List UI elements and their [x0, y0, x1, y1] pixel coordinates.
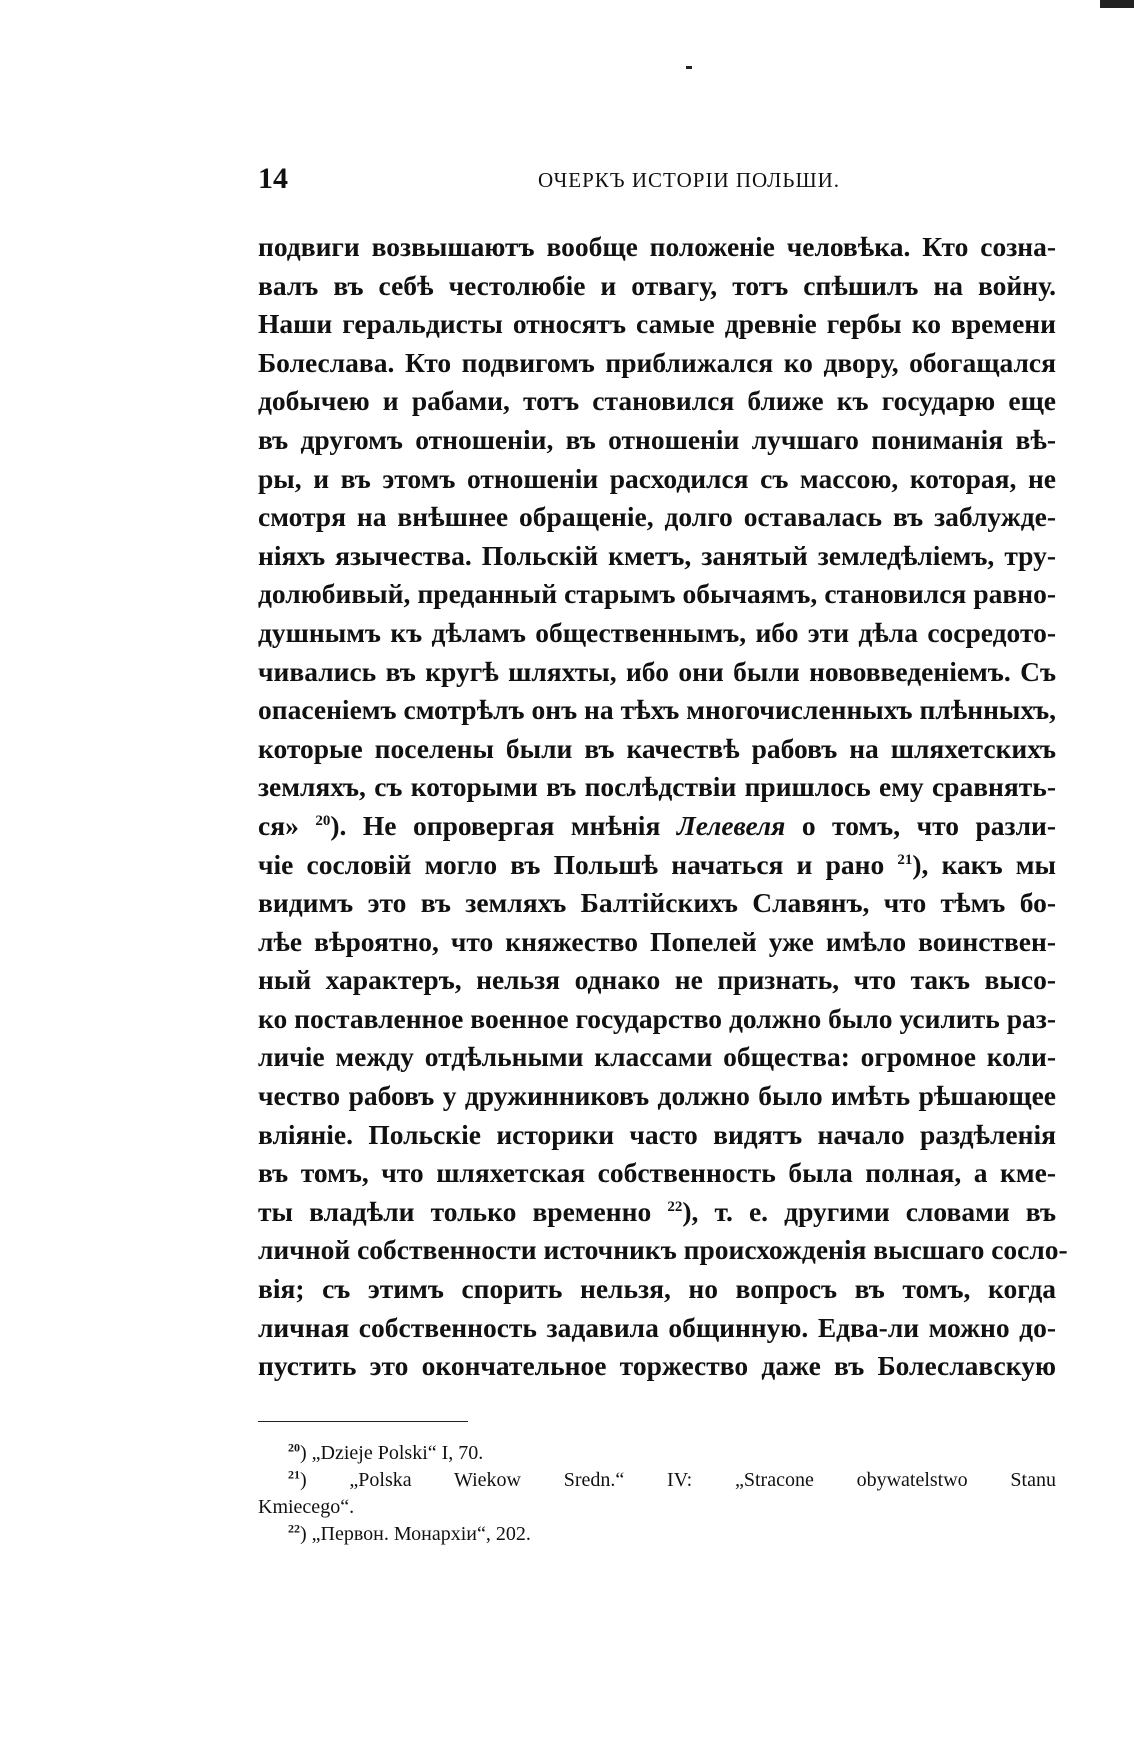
footnote-21: [258, 1467, 1056, 1494]
text-line: валъ въ себѣ честолюбіе и отвагу, тотъ спѣшилъ на войну.: [258, 269, 1056, 301]
text-segment: о томъ, что разли-: [801, 809, 1056, 841]
footnotes: [258, 1440, 1056, 1548]
footnote-mark: 21: [288, 1467, 300, 1482]
text-line: добычею и рабами, тотъ становился ближе къ государю еще: [258, 385, 1056, 417]
text-line: вія; съ этимъ спорить нельзя, но вопросъ въ томъ, когда: [258, 1273, 1056, 1305]
text-line: Болеслава. Кто подвигомъ приближался ко двору, обогащался: [258, 346, 1056, 378]
footnote-text: ) „Первон. Монархіи“, 202.: [300, 1523, 531, 1545]
text-line: опасеніемъ смотрѣлъ онъ на тѣхъ многочисленныхъ плѣнныхъ,: [258, 694, 1056, 726]
text-segment: ты владѣли только временно: [258, 1195, 652, 1227]
text-line: Наши геральдисты относятъ самые древніе гербы ко времени: [258, 308, 1056, 340]
footnote-text: ) „Polska Wiekow Sredn.“ IV: „Stracone obywatelstwo Stanu: [300, 1469, 1056, 1491]
footnote-21-continuation: Kmiecego“.: [258, 1496, 355, 1518]
text-line: ный характеръ, нельзя однако не признать, что такъ высо-: [258, 964, 1056, 996]
text-line: личіе между отдѣльными классами общества: огромное коли-: [258, 1041, 1056, 1073]
text-line: земляхъ, съ которыми въ послѣдствіи пришлось ему сравнять-: [258, 771, 1056, 803]
text-segment: чіе сословій могло въ Польшѣ начаться и рано: [258, 848, 885, 880]
text-line: видимъ это въ земляхъ Балтійскихъ Славянъ, что тѣмъ бо-: [258, 887, 1056, 919]
footnote-22: [258, 1521, 1056, 1548]
footnote-mark: 22: [288, 1521, 300, 1536]
text-line: въ томъ, что шляхетская собственность была полная, а кме-: [258, 1157, 1056, 1189]
text-line: личной собственности источникъ происхожденія высшаго сосло-: [258, 1234, 1068, 1266]
footnote-mark: 20: [288, 1440, 300, 1455]
text-line-with-reference: [258, 807, 1056, 846]
scan-mark-dot: [686, 66, 692, 69]
text-line: подвиги возвышаютъ вообще положеніе человѣка. Кто созна-: [258, 231, 1056, 262]
page-number: 14: [258, 162, 288, 195]
text-line: ры, и въ этомъ отношеніи расходился съ массою, которая, не: [258, 462, 1056, 494]
text-line-with-reference: [258, 1193, 1056, 1232]
text-line: лѣе вѣроятно, что княжество Попелей уже имѣло воинствен-: [258, 925, 1056, 957]
text-segment: ), какъ мы: [912, 848, 1057, 880]
text-line: вліяніе. Польскіе историки часто видятъ начало раздѣленія: [258, 1118, 1056, 1150]
author-name-italic: Лелевеля: [676, 809, 786, 841]
text-line: ко поставленное военное государство должно было усилить раз-: [258, 1002, 1056, 1034]
footnote-reference-20: 20: [315, 812, 331, 829]
footnote-reference-22: 22: [667, 1198, 683, 1215]
text-line: которые поселены были въ качествѣ рабовъ на шляхетскихъ: [258, 732, 1056, 764]
footnote-text: ) „Dzieje Polski“ I, 70.: [300, 1442, 484, 1464]
footnote-reference-21: 21: [897, 851, 913, 868]
running-title: ОЧЕРКЪ ИСТОРІИ ПОЛЬШИ.: [538, 168, 841, 192]
text-line: ніяхъ язычества. Польскій кметъ, занятый земледѣліемъ, тру-: [258, 539, 1056, 571]
page-header: [258, 162, 1058, 202]
text-line: личная собственность задавила общинную. Едва-ли можно до-: [258, 1311, 1056, 1343]
text-segment: ), т. е. другими словами въ: [682, 1195, 1057, 1227]
text-line: смотря на внѣшнее обращеніе, долго оставалась въ заблужде-: [258, 501, 1056, 533]
text-line: чивались въ кругѣ шляхты, ибо они были нововведеніемъ. Съ: [258, 655, 1056, 687]
text-segment: ся»: [258, 809, 299, 841]
text-line: долюбивый, преданный старымъ обычаямъ, становился равно-: [258, 578, 1056, 610]
footnote-20: [258, 1440, 1056, 1467]
text-line: душнымъ къ дѣламъ общественнымъ, ибо эти дѣла сосредото-: [258, 616, 1056, 648]
footnote-separator: [258, 1421, 468, 1422]
text-line: пустить это окончательное торжество даже въ Болеславскую: [258, 1350, 1056, 1382]
text-line-with-reference: [258, 846, 1056, 885]
text-segment: ). Не опровергая мнѣнія: [330, 809, 661, 841]
main-text: [258, 228, 1068, 1386]
text-line: въ другомъ отношеніи, въ отношеніи лучшаго пониманія вѣ-: [258, 423, 1056, 455]
text-line: чество рабовъ у дружинниковъ должно было имѣть рѣшающее: [258, 1080, 1056, 1112]
scan-mark: [1100, 0, 1134, 8]
